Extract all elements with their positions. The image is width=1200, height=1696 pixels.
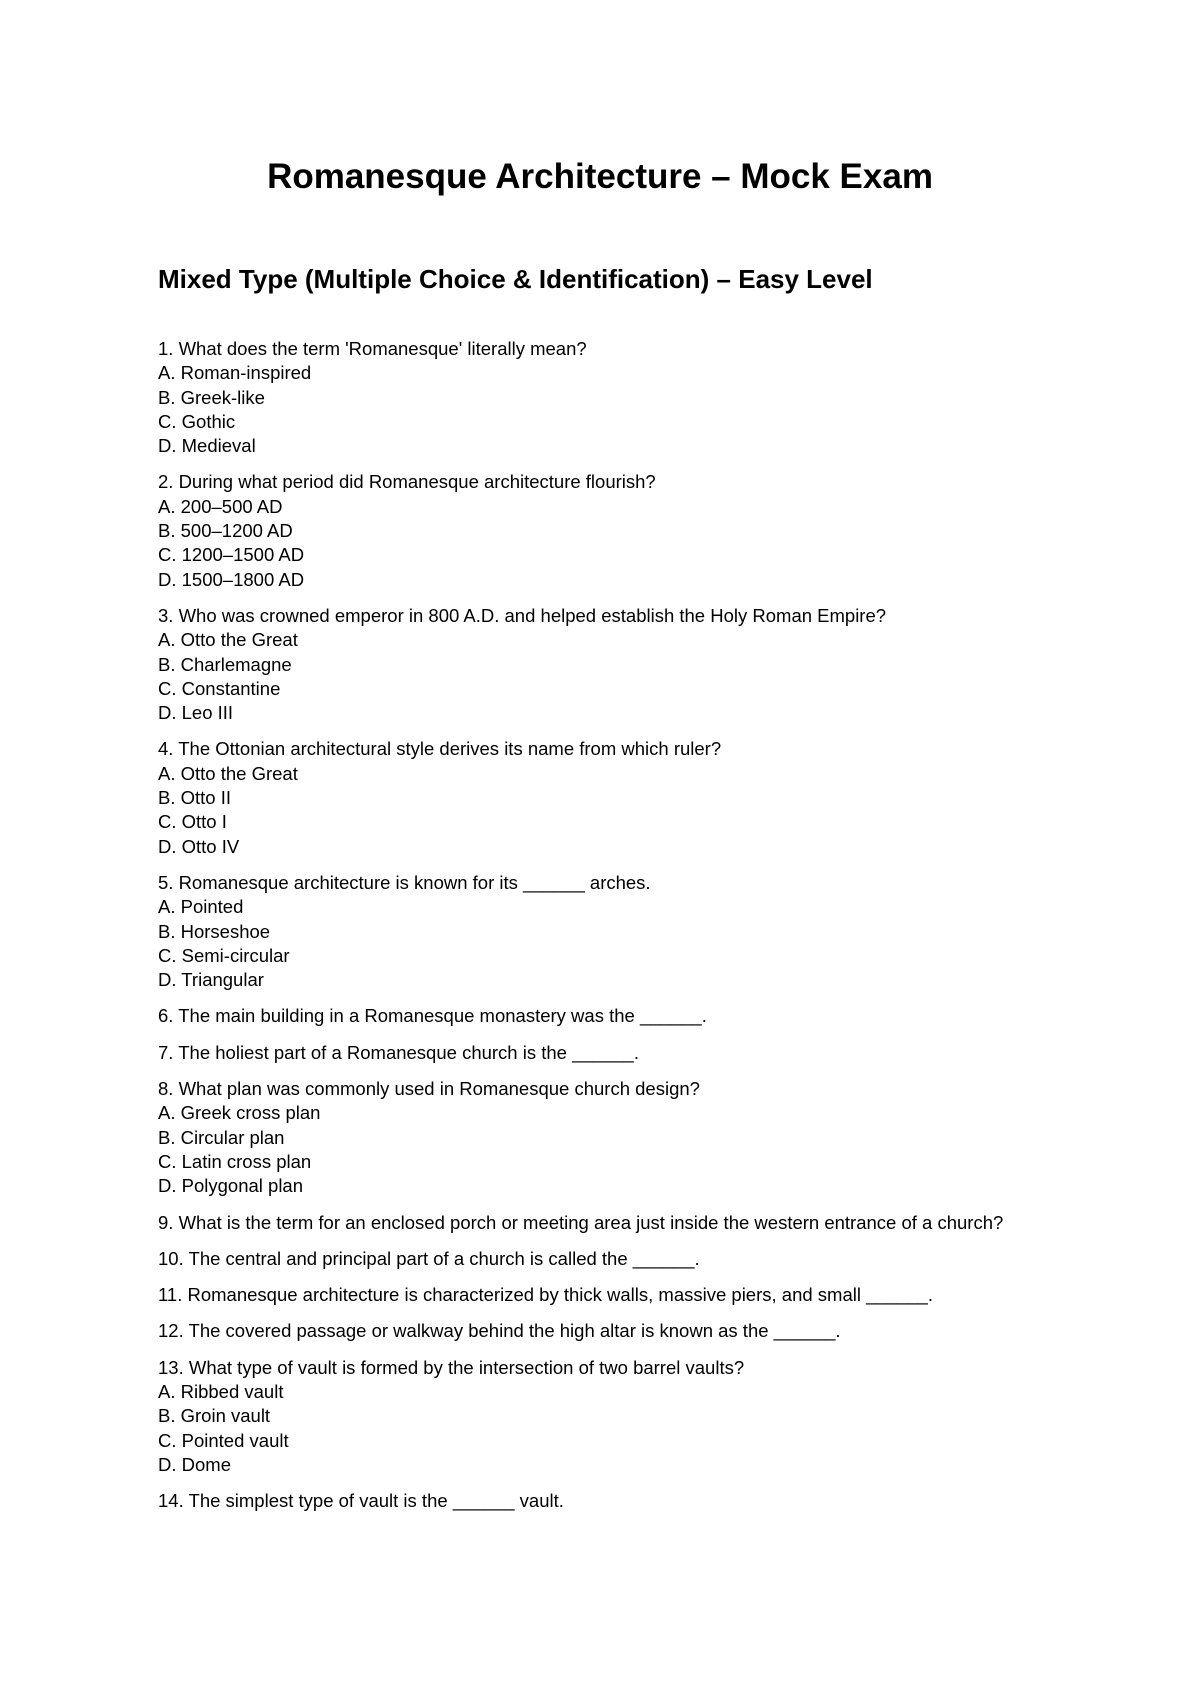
answer-option: B. Charlemagne xyxy=(158,653,292,675)
answer-option: C. Latin cross plan xyxy=(158,1150,312,1172)
answer-option: A. Otto the Great xyxy=(158,762,298,784)
question-item xyxy=(158,1041,1028,1065)
question-item xyxy=(158,1283,1028,1307)
answer-option: D. Leo III xyxy=(158,702,234,724)
answer-option: D. Medieval xyxy=(158,435,256,457)
answer-option: A. Pointed xyxy=(158,896,244,918)
question-item xyxy=(158,1489,1028,1513)
question-item xyxy=(158,1004,1028,1028)
question-list xyxy=(158,337,1028,1525)
answer-option: D. 1500–1800 AD xyxy=(158,568,305,590)
question-text: 7. The holiest part of a Romanesque church is the ______. xyxy=(158,1041,639,1063)
question-item xyxy=(158,737,1028,858)
question-text: 1. What does the term 'Romanesque' literally mean? xyxy=(158,338,587,359)
question-item xyxy=(158,871,1028,992)
answer-option: B. Otto II xyxy=(158,787,231,809)
answer-option: C. Semi-circular xyxy=(158,944,290,966)
answer-option: A. Greek cross plan xyxy=(158,1102,321,1124)
question-item xyxy=(158,604,1028,725)
question-text: 2. During what period did Romanesque architecture flourish? xyxy=(158,471,656,493)
question-item xyxy=(158,1077,1028,1198)
answer-option: C. 1200–1500 AD xyxy=(158,544,305,566)
question-text: 8. What plan was commonly used in Romanesque church design? xyxy=(158,1078,700,1100)
answer-option: B. Greek-like xyxy=(158,386,265,408)
answer-option: C. Gothic xyxy=(158,410,236,432)
answer-option: C. Pointed vault xyxy=(158,1429,289,1451)
question-item xyxy=(158,1356,1028,1477)
answer-option: D. Triangular xyxy=(158,969,264,991)
answer-option: A. Ribbed vault xyxy=(158,1380,284,1402)
question-text: 5. Romanesque architecture is known for its ______ arches. xyxy=(158,871,651,893)
question-text: 3. Who was crowned emperor in 800 A.D. and helped establish the Holy Roman Empire? xyxy=(158,604,887,626)
question-text: 13. What type of vault is formed by the intersection of two barrel vaults? xyxy=(158,1356,745,1378)
question-item xyxy=(158,1211,1028,1235)
answer-option: D. Dome xyxy=(158,1453,231,1475)
question-text: 11. Romanesque architecture is characterized by thick walls, massive piers, and small ______. xyxy=(158,1284,933,1306)
exam-title: Romanesque Architecture – Mock Exam xyxy=(267,157,933,196)
answer-option: C. Otto I xyxy=(158,811,227,833)
answer-option: A. 200–500 AD xyxy=(158,495,283,517)
answer-option: D. Polygonal plan xyxy=(158,1175,304,1197)
question-text: 9. What is the term for an enclosed porch or meeting area just inside the western entrance of a church? xyxy=(158,1211,1004,1233)
question-text: 12. The covered passage or walkway behind the high altar is known as the ______. xyxy=(158,1320,841,1342)
answer-option: A. Roman-inspired xyxy=(158,362,312,384)
section-subtitle: Mixed Type (Multiple Choice & Identification) – Easy Level xyxy=(158,264,873,294)
answer-option: B. Circular plan xyxy=(158,1126,285,1148)
answer-option: D. Otto IV xyxy=(158,835,240,857)
answer-option: B. Horseshoe xyxy=(158,920,271,942)
question-item xyxy=(158,1247,1028,1271)
question-text: 6. The main building in a Romanesque monastery was the ______. xyxy=(158,1005,707,1027)
answer-option: C. Constantine xyxy=(158,677,281,699)
answer-option: B. 500–1200 AD xyxy=(158,520,293,542)
question-item xyxy=(158,337,1028,458)
question-text: 4. The Ottonian architectural style derives its name from which ruler? xyxy=(158,738,722,760)
question-text: 14. The simplest type of vault is the ______ vault. xyxy=(158,1490,564,1512)
answer-option: B. Groin vault xyxy=(158,1405,271,1427)
answer-option: A. Otto the Great xyxy=(158,629,298,651)
question-item xyxy=(158,1319,1028,1343)
question-item xyxy=(158,470,1028,591)
question-text: 10. The central and principal part of a church is called the ______. xyxy=(158,1247,700,1269)
